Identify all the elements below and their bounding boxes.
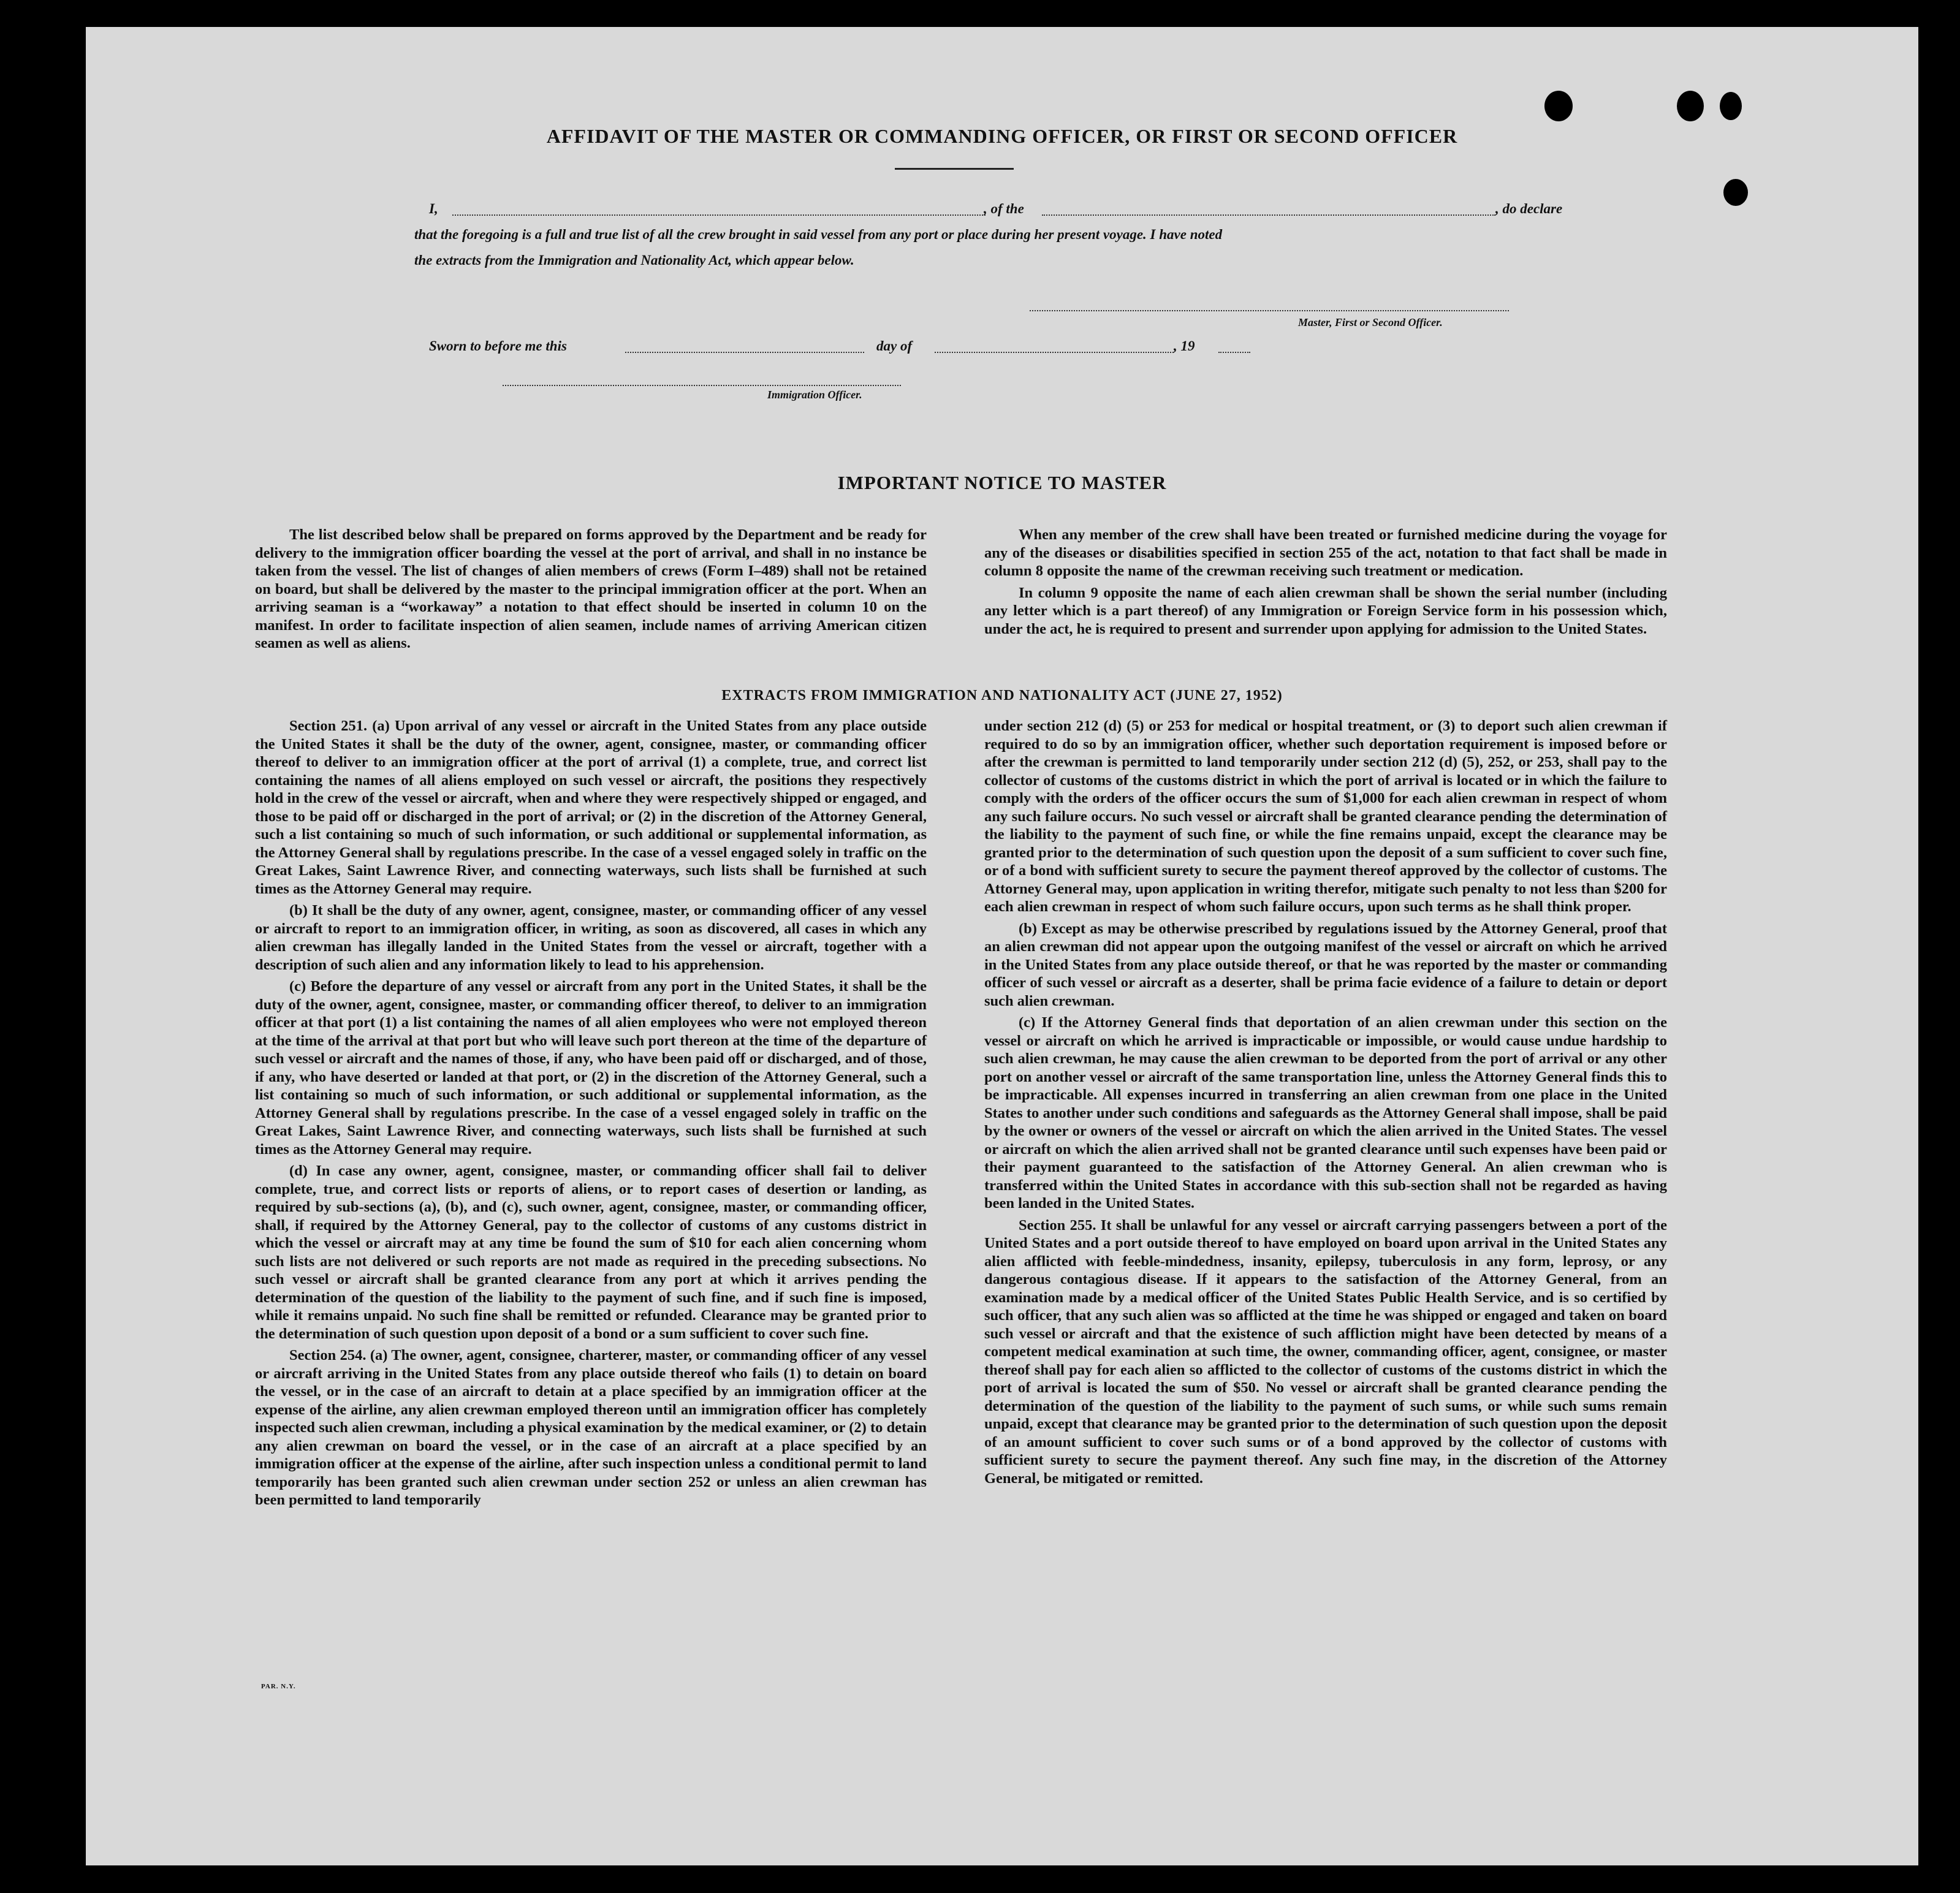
printer-mark: PAR. N.Y. [261,1683,296,1690]
section-251-c: (c) Before the departure of any vessel or aircraft from any port in the United States, it shall be the duty of the owner, agent, consignee, master, or commanding officer thereof, to deliver to an immigration officer at that port (1) a list containing the names of all alien employees who were not employed thereon at the time of the arrival at that port but who will leave such port thereon at the time of the departure of such vessel or aircraft and the names of those, if any, who have been paid off or discharged, and of those, if any, who have deserted or landed at that port, or (2) in the discretion of the Attorney General, such a list containing so much of such information, or such additional or supplemental information, as the Attorney General shall by regulations prescribe. In the case of a vessel engaged solely in traffic on the Great Lakes, Saint Lawrence River, and connecting waterways, such lists shall be furnished at such times as the Attorney General may require. [255,978,927,1158]
notice-title: IMPORTANT NOTICE TO MASTER [837,472,1167,493]
section-254-b: (b) Except as may be otherwise prescribed by regulations issued by the Attorney General, proof that an alien crewman did not appear upon the outgoing manifest of the vessel or aircraft on which he arrived in the United States from any place outside thereof, or that he was reported by the master or commanding officer of such vessel or aircraft as a deserter, shall be prima facie evidence of a failure to detain or deport such alien crewman. [984,920,1667,1009]
section-254-a-continued: under section 212 (d) (5) or 253 for medical or hospital treatment, or (3) to deport such alien crewman if required to do so by an immigration officer, whether such deportation requirement is imposed before or after the crewman is permitted to land temporarily under section 212 (d) (5), 252, or 253, shall pay to the collector of customs of the customs district in which the port of arrival is located or in which the failure to comply with the orders of the officer occurs the sum of $1,000 for each alien crewman in respect of whom any such failure occurs. No such vessel or aircraft shall be granted clearance pending the determination of the liability to the payment of such fine, or while the fine remains unpaid, except the clearance may be granted prior to the determination of such question upon the deposit of a sum sufficient to cover such fine, or of a bond with sufficient surety to secure the payment thereof approved by the collector of customs. The Attorney General may, upon application in writing therefor, mitigate such penalty to not less than $200 for each alien crewman in respect of whom such failure occurs, upon such terms as he shall think proper. [984,718,1667,915]
section-251-d: (d) In case any owner, agent, consignee, master, or commanding officer shall fail to deliver complete, true, and correct lists or reports of aliens, or to report cases of desertion or landing, as required by sub-sections (a), (b), and (c), such owner, agent, consignee, master, or commanding officer, shall, if required by the Attorney General, pay to the collector of customs of any customs district in which the vessel or aircraft may at any time be found the sum of $10 for each alien concerning whom such lists are not delivered or such reports are not made as required in the preceding subsections. No such vessel or aircraft shall be granted clearance from any port at which it arrives pending the determination of the question of the liability to the payment of such fine, and if such fine is imposed, while it remains unpaid. No such fine shall be remitted or refunded. Clearance may be granted prior to the determination of such question upon deposit of a bond or a sum sufficient to cover such fine. [255,1163,927,1342]
declare-do-declare: , do declare [1495,201,1563,216]
declare-i: I, [429,201,438,216]
sworn-month-blank [935,352,1174,353]
sworn-text: Sworn to before me this [429,338,567,354]
notice-left-column [255,526,927,656]
officer-caption: Immigration Officer. [767,389,862,401]
notice-right-column [984,526,1667,642]
title-underline [895,168,1014,170]
affidavit-title: AFFIDAVIT OF THE MASTER OR COMMANDING OFFICER, OR FIRST OR SECOND OFFICER [546,125,1458,147]
extracts-right-column [984,717,1667,1491]
master-caption: Master, First or Second Officer. [1298,316,1443,328]
extracts-left-column [255,717,927,1513]
punch-hole-2 [1677,91,1704,121]
extracts-title: EXTRACTS FROM IMMIGRATION AND NATIONALITY ACT (JUNE 27, 1952) [721,688,1283,704]
section-255: Section 255. It shall be unlawful for any vessel or aircraft carrying passengers between a port of the United States and a port outside thereof to have employed on board upon arrival in the United States any alien afflicted with feeble-mindedness, insanity, epilepsy, tuberculosis in any form, leprosy, or any dangerous contagious disease. If it appears to the satisfaction of the Attorney General, from an examination made by a medical officer of the United States Public Health Service, and is so certified by such officer, that any such alien was so afflicted at the time he was shipped or engaged and taken on board such vessel or aircraft and that the existence of such affliction might have been detected by means of a competent medical examination at such time, the owner, commanding officer, agent, consignee, or master thereof shall pay for each alien so afflicted to the collector of customs of the customs district in which the port of arrival is located the sum of $50. No vessel or aircraft shall be granted clearance pending the determination of the question of the liability to the payment of such sums, or while such sums remain unpaid, except that clearance may be granted prior to the determination of such question upon the deposit of an amount sufficient to cover such sums or of a bond approved by the collector of customs with sufficient surety to secure the payment thereof. Any such fine may, in the discretion of the Attorney General, be mitigated or remitted. [984,1216,1667,1487]
vessel-blank-line [1042,214,1495,216]
section-251-a: Section 251. (a) Upon arrival of any vessel or aircraft in the United States from any place outside the United States it shall be the duty of the owner, agent, consignee, master, or commanding officer thereof to deliver to an immigration officer at the port of arrival (1) a complete, true, and correct list containing the names of all aliens employed on such vessel or aircraft, the positions they respectively hold in the crew of the vessel or aircraft, when and where they were respectively shipped or engaged, and those to be paid off or discharged in the port of arrival; or (2) in the discretion of the Attorney General, such a list containing so much of such information, or such additional or supplemental information, as the Attorney General shall by regulations prescribe. In the case of a vessel engaged solely in traffic on the Great Lakes, Saint Lawrence River, and connecting waterways, such lists shall be furnished at such times as the Attorney General may require. [255,718,927,897]
section-254-c: (c) If the Attorney General finds that deportation of an alien crewman under this section on the vessel or aircraft on which he arrived is impracticable or impossible, or would cause undue hardship to such alien crewman, he may cause the alien crewman to be deported from the port of arrival or any other port on another vessel or aircraft of the same transportation line, unless the Attorney General finds this to be impracticable. All expenses incurred in transferring an alien crewman from one place in the United States to another under such conditions and safeguards as the Attorney General shall impose, shall be paid by the owner or owners of the vessel or aircraft on which the alien arrived in the United States. The vessel or aircraft on which the alien arrived shall not be granted clearance until such expenses have been paid or their payment guaranteed to the satisfaction of the Attorney General. An alien crewman who is transferred within the United States in accordance with this sub-section shall not be regarded as having been landed in the United States. [984,1014,1667,1212]
document-page [86,27,1918,1865]
master-signature-line [1030,310,1509,311]
punch-hole-4 [1723,179,1748,206]
name-blank-line [452,214,986,216]
declaration-line-2: that the foregoing is a full and true list of all the crew brought in said vessel from any port or place during her present voyage. I have noted [414,227,1223,242]
notice-left-paragraph: The list described below shall be prepared on forms approved by the Department and be ready for delivery to the immigration officer boarding the vessel at the port of arrival, and shall in no instance be taken from the vessel. The list of changes of alien members of crews (Form I–489) shall not be retained on board, but shall be delivered by the master to the principal immigration officer at the port. When an arriving seaman is a “workaway” a notation to that effect should be inserted in column 10 on the manifest. In order to facilitate inspection of alien seamen, include names of arriving American citizen seamen as well as aliens. [255,526,927,651]
punch-hole-3 [1720,92,1742,120]
declare-of-the: , of the [984,201,1024,216]
officer-signature-line [503,385,901,386]
sworn-day-of: day of [876,338,913,354]
notice-right-paragraph-2: In column 9 opposite the name of each alien crewman shall be shown the serial number (including any letter which is a part thereof) of any Immigration or Foreign Service form in his possession which, under the act, he is required to present and surrender upon applying for admission to the United States. [984,584,1667,637]
sworn-year: , 19 [1174,338,1195,354]
declaration-line-3: the extracts from the Immigration and Nationality Act, which appear below. [414,252,854,268]
section-251-b: (b) It shall be the duty of any owner, agent, consignee, master, or commanding officer of any vessel or aircraft to report to an immigration officer, in writing, as soon as discovered, all cases in which any alien crewman has illegally landed in the United States from the vessel or aircraft, together with a description of such alien and any information likely to lead to his apprehension. [255,902,927,973]
punch-hole-1 [1544,91,1573,121]
sworn-year-blank [1218,352,1250,353]
section-254-a: Section 254. (a) The owner, agent, consignee, charterer, master, or commanding officer of any vessel or aircraft arriving in the United States from any place outside thereof who fails (1) to detain on board the vessel, or in the case of an aircraft to detain at a place specified by an immigration officer at the expense of the airline, any alien crewman employed thereon until an immigration officer has completely inspected such alien crewman, including a physical examination by the medical examiner, or (2) to detain any alien crewman on board the vessel, or in the case of an aircraft at a place specified by an immigration officer at the expense of the airline, after such inspection unless a conditional permit to land temporarily has been granted such alien crewman under section 252 or unless an alien crewman has been permitted to land temporarily [255,1347,927,1508]
notice-right-paragraph-1: When any member of the crew shall have been treated or furnished medicine during the voyage for any of the diseases or disabilities specified in section 255 of the act, notation to that fact shall be made in column 8 opposite the name of the crewman receiving such treatment or medication. [984,526,1667,579]
sworn-day-blank [625,352,864,353]
